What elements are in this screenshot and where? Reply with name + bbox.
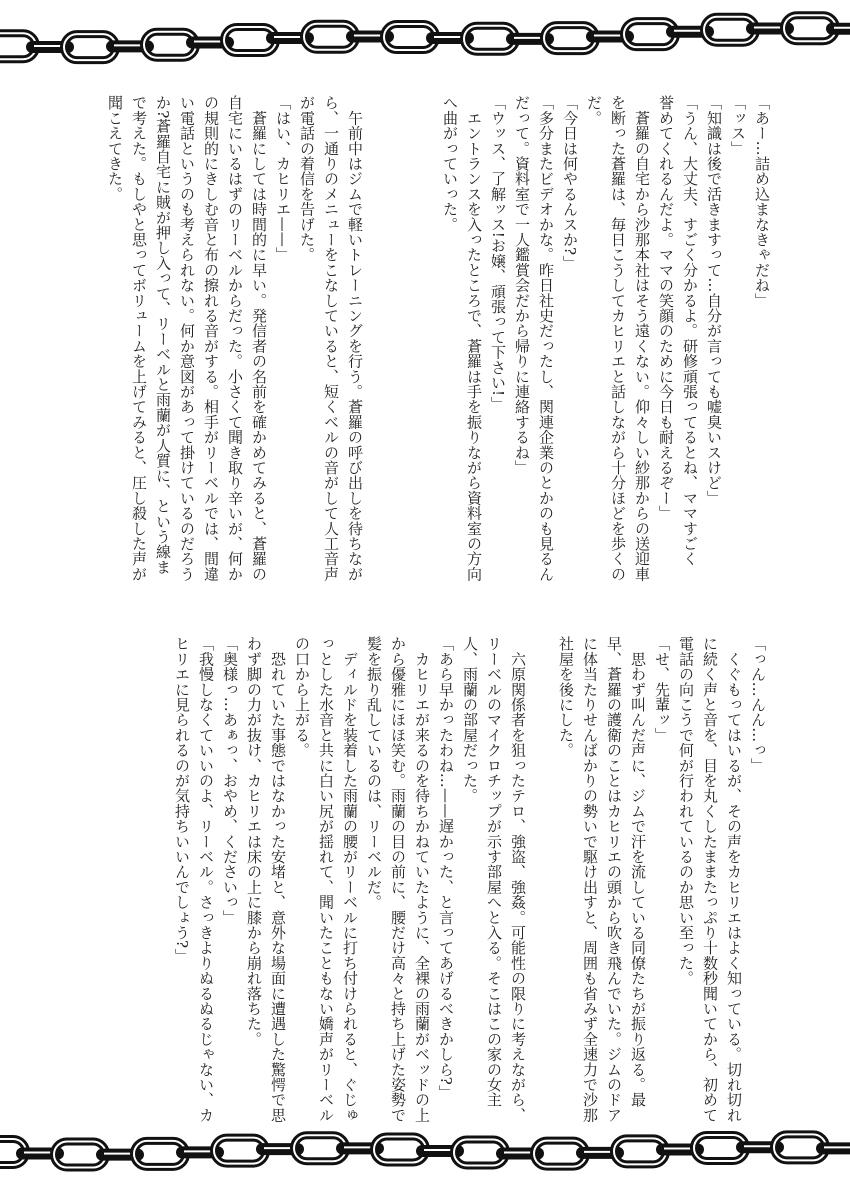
chain-border-top-icon — [0, 0, 850, 80]
text-line: 六原関係者を狙ったテロ、強盗、強姦。可能性の限りに考えながら、 — [509, 636, 527, 1123]
text-line: ディルドを装着した雨蘭の腰がリーベルに打ち付けられると、ぐじゅ — [341, 636, 359, 1123]
text-line: が電話の着信を告げた。 — [298, 95, 316, 263]
text-line: 「多分またビデオかな。昨日社史だったし、関連企業のとかのも見るん — [537, 95, 555, 582]
text-line: 「っん…んん…っ」 — [749, 636, 767, 773]
text-line: 「知識は後で活きますって…自分が言っても嘘臭いスけど」 — [705, 95, 723, 506]
text-line: 「あら早かったわね…——遅かった、と言ってあげるべきかしら?」 — [437, 636, 455, 1101]
text-line: 「せ、先輩ッ」 — [653, 636, 671, 743]
text-line: 蒼羅にしては時間的に早い。発信者の名前を確かめてみると、蒼羅の — [250, 95, 268, 582]
text-line: 蒼羅の自宅から沙那本社はそう遠くない。仰々しい紗那からの送迎車 — [633, 95, 651, 582]
text-line: か?蒼羅自宅に賊が押し入って、リーベルと雨蘭が人質に、という線ま — [154, 95, 172, 575]
text-line: わず脚の力が抜け、カヒリエは床の上に膝から崩れ落ちた。 — [245, 636, 263, 1047]
text-line: の口から上がる。 — [293, 636, 311, 758]
text-line: 「ウッス、了解ッス!お嬢、頑張って下さい!」 — [489, 95, 507, 412]
text-line: 「ッス」 — [729, 95, 747, 156]
text-line: ら、一通りのメニューをこなしていると、短くベルの音がして人工音声 — [322, 95, 340, 582]
text-line: カヒリエが来るのを待ちかねていたように、全裸の雨蘭がベッドの上 — [413, 636, 431, 1123]
text-line: リーベルのマイクロチップが示す部屋へと入る。そこはこの家の女主 — [485, 636, 503, 1108]
text-line: 自宅にいるはずのリーベルからだった。小さくて聞き取り辛いが、何か — [226, 95, 244, 582]
text-line: 「あー…詰め込まなきゃだね」 — [753, 95, 771, 308]
text-line: 髪を振り乱しているのは、リーベルだ。 — [365, 636, 383, 910]
text-line: 恐れていた事態ではなかった安堵と、意外な場面に遭遇した驚愕で思 — [269, 636, 287, 1123]
text-line: 人、雨蘭の部屋だった。 — [461, 636, 479, 804]
text-line — [530, 636, 554, 1136]
text-line: だって。資料室で一人鑑賞会だから帰りに連絡するね」 — [513, 95, 531, 475]
text-block-upper-right — [438, 95, 774, 595]
text-line: 社屋を後にした。 — [557, 636, 575, 758]
text-line: 電話の向こうで何が行われているのか思い至った。 — [677, 636, 695, 986]
text-line: に続く声と音を、目を丸くしたままたっぷり十数秒聞いてから、初めて — [701, 636, 719, 1123]
text-line: 「うん、大丈夫、すごく分かるよ。研修頑張ってるとね、ママすごく — [681, 95, 699, 567]
chain-link-icon — [826, 23, 850, 35]
text-line: 「今日は何やるんスか?」 — [561, 95, 579, 271]
text-line: 「はい、カヒリエ——」 — [274, 95, 292, 263]
text-line: に体当たりせんばかりの勢いで駆け出すと、周囲も省みず全速力で沙那 — [581, 636, 599, 1123]
text-line: 思わず叫んだ声に、ジムで汗を流している同僚たちが振り返る。最 — [629, 636, 647, 1108]
text-line: 誉めてくれるんだよ。ママの笑顔のために今日も耐えるぞー」 — [657, 95, 675, 521]
text-line: い電話というのも考えられない。何か意図があって掛けているのだろう — [178, 95, 196, 582]
text-line: だ。 — [585, 95, 603, 126]
text-line: 「奥様っ…あぁっ、おやめ、くださいっ」 — [221, 636, 239, 925]
text-line: 聞こえてきた。 — [106, 95, 124, 202]
text-line: ヒリエに見られるのが気持ちいいんでしょう?」 — [173, 636, 191, 964]
text-line: 「我慢しなくていいのよ、リーベル。さっきよりぬるぬるじゃない、カ — [197, 636, 215, 1123]
text-line: の規則的にきしむ音と布の擦れる音がする。相手がリーベルでは、間違 — [202, 95, 220, 582]
text-line: を断った蒼羅は、毎日こうしてカヒリエと話しながら十分ほどを歩くの — [609, 95, 627, 582]
text-line: くぐもってはいるが、その声をカヒリエはよく知っている。切れ切れ — [725, 636, 743, 1123]
text-line: から優雅にほほ笑む。雨蘭の目の前に、腰だけ高々と持ち上げた姿勢で — [389, 636, 407, 1123]
text-line: 早、蒼羅の護衛のことはカヒリエの頭から吹き飛んでいた。ジムのドア — [605, 636, 623, 1123]
text-line: 午前中はジムで軽いトレーニングを行う。蒼羅の呼び出しを待ちなが — [346, 95, 364, 582]
text-line: へ曲がっていった。 — [441, 95, 459, 232]
text-block-lower — [170, 636, 770, 1136]
text-line: っとした水音と共に白い尻が揺れて、聞いたこともない嬌声がリーベル — [317, 636, 335, 1123]
text-line: エントランスを入ったところで、蒼羅は手を振りながら資料室の方向 — [465, 95, 483, 582]
text-line: で考えた。もしやと思ってボリュームを上げてみると、圧し殺した声が — [130, 95, 148, 582]
text-block-upper-left — [103, 95, 367, 595]
chain-link-icon — [816, 1142, 850, 1154]
chain-border-bottom-icon — [0, 1110, 850, 1190]
